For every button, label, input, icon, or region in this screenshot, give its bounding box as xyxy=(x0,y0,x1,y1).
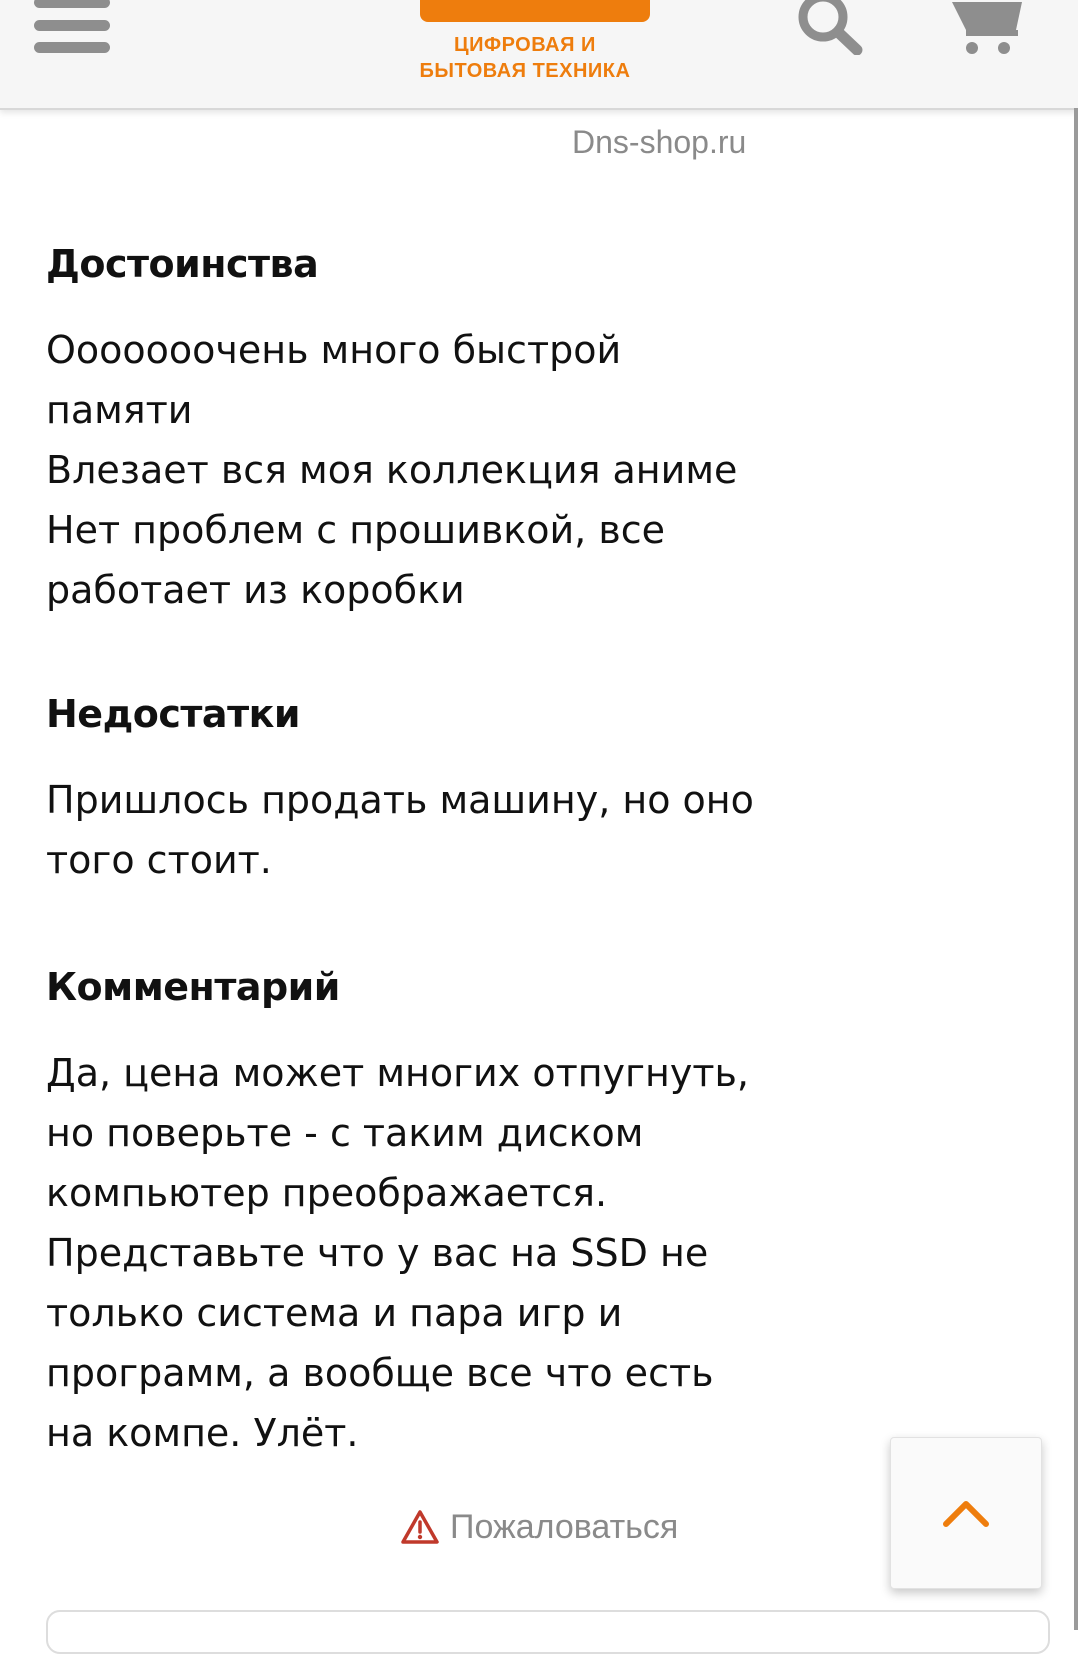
scroll-to-top-button[interactable] xyxy=(890,1437,1042,1589)
warning-icon xyxy=(400,1509,440,1545)
comment-text: Да, цена может многих отпугнуть, но поверьте - с таким диском компьютер преображается. Представьте что у вас на SSD не только система и пара игр и программ, а вообще все что есть на компе. Улёт. xyxy=(46,1051,749,1455)
pros-text: Ооооооочень много быстрой памяти Влезает вся моя коллекция аниме Нет проблем с прошивкой, все работает из коробки xyxy=(46,328,738,612)
logo-tagline-line1: ЦИФРОВАЯ И xyxy=(454,34,596,56)
cons-text: Пришлось продать машину, но оно того стоит. xyxy=(46,778,754,882)
comment-title: Комментарий xyxy=(46,965,340,1009)
logo-tagline-line2: БЫТОВАЯ ТЕХНИКА xyxy=(419,60,631,82)
hamburger-menu-icon[interactable] xyxy=(32,0,112,60)
chevron-up-icon xyxy=(942,1498,990,1528)
pros-title: Достоинства xyxy=(46,242,319,286)
next-review-card xyxy=(46,1610,1050,1654)
complain-link[interactable] xyxy=(400,1505,678,1549)
complain-label: Пожаловаться xyxy=(450,1507,679,1546)
cons-title: Недостатки xyxy=(46,692,301,736)
review-source: Dns-shop.ru xyxy=(572,124,747,160)
dns-logo[interactable] xyxy=(400,0,650,95)
cart-icon[interactable] xyxy=(952,0,1036,60)
top-header xyxy=(0,0,1078,110)
dns-logo-mark xyxy=(418,0,650,22)
search-icon[interactable] xyxy=(795,0,865,55)
scrollbar[interactable] xyxy=(1074,108,1078,1630)
